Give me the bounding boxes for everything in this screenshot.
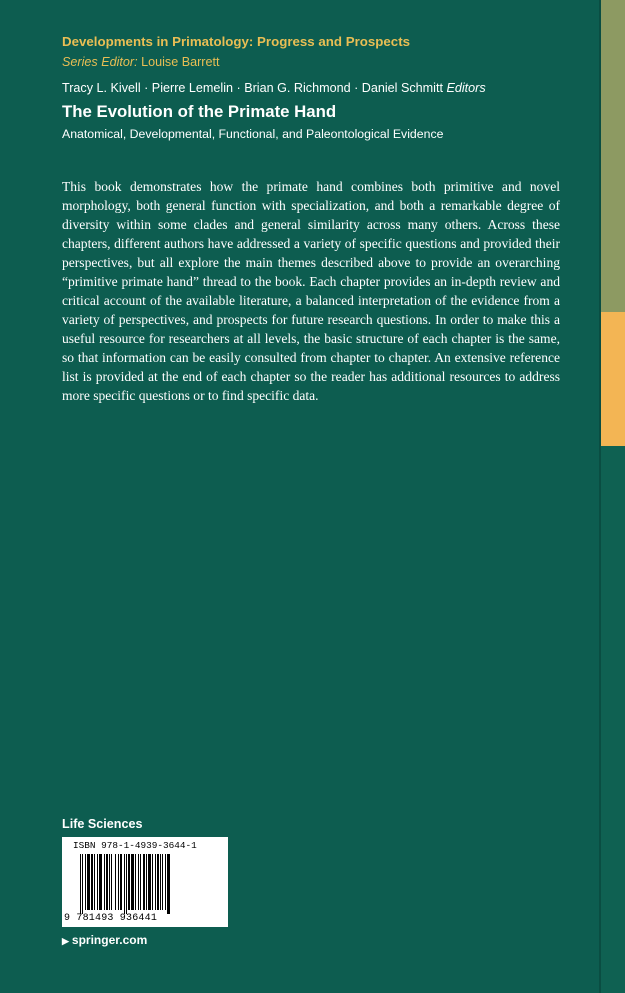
barcode-bar [167, 854, 170, 914]
barcode-bars [80, 854, 208, 914]
book-subtitle: Anatomical, Developmental, Functional, and Paleontological Evidence [62, 127, 444, 141]
barcode-bar [104, 854, 105, 910]
barcode-bar [135, 854, 136, 910]
barcode-bar [80, 854, 81, 914]
series-editor [62, 55, 220, 69]
color-band-teal [601, 446, 625, 993]
barcode-bar [118, 854, 119, 910]
barcode-bar [148, 854, 151, 910]
barcode-bar [91, 854, 93, 910]
barcode-bar [111, 854, 112, 910]
barcode-bar [165, 854, 166, 910]
website-url[interactable]: springer.com [71, 933, 148, 947]
triangle-arrow-icon: ▶ [62, 936, 69, 946]
color-band-orange [601, 312, 625, 446]
barcode-bar [106, 854, 108, 910]
editors-names: Tracy L. Kivell · Pierre Lemelin · Brian G. Richmond · Daniel Schmitt [62, 81, 443, 95]
book-title: The Evolution of the Primate Hand [62, 102, 337, 121]
barcode-bar [124, 854, 125, 914]
barcode-bar [99, 854, 102, 910]
barcode-bar [85, 854, 86, 910]
barcode-bar [157, 854, 159, 910]
book-editors [62, 81, 486, 95]
barcode-bar [162, 854, 163, 910]
book-description: This book demonstrates how the primate hand combines both primitive and novel morphology, both general function with specialization, and both a remarkable degree of diversity within some clades and general similarity across many others. Across these chapters, different authors have addressed a variety of specific questions and provided their perspectives, but all explore the main themes described above to provide an overarching “primitive primate hand” thread to the book. Each chapter provides an in-depth review and critical account of the available literature, a balanced interpretation of the evidence from a variety of perspectives, and prospects for future research questions. In order to make this a useful resource for researchers at all levels, the basic structure of each chapter is the same, so that information can be easily consulted from chapter to chapter. An extensive reference list is provided at the end of each chapter so the reader has additional resources to address more specific questions or to find specific data. [62, 179, 560, 403]
subject-category: Life Sciences [62, 817, 143, 831]
barcode-bar [82, 854, 83, 914]
barcode-bar [128, 854, 130, 910]
barcode-bar [115, 854, 116, 910]
barcode-bar [152, 854, 153, 910]
barcode-bar [87, 854, 90, 910]
barcode-bar [109, 854, 110, 910]
color-band-olive [601, 0, 625, 312]
barcode-bar [120, 854, 122, 910]
barcode-bar [160, 854, 161, 910]
barcode-bar [126, 854, 127, 914]
barcode-bar [97, 854, 98, 910]
isbn-label: ISBN 978-1-4939-3644-1 [73, 840, 197, 851]
barcode-bar [94, 854, 95, 910]
editors-role: Editors [446, 81, 486, 95]
barcode-bar [131, 854, 134, 910]
barcode-bar [140, 854, 141, 910]
barcode-digits: 9 781493 936441 [64, 913, 158, 924]
series-title: Developments in Primatology: Progress and Prospects [62, 34, 411, 49]
publisher-website[interactable] [62, 933, 147, 947]
barcode-bar [143, 854, 145, 910]
barcode-bar [138, 854, 139, 910]
series-editor-name: Louise Barrett [141, 55, 220, 69]
barcode-bar [155, 854, 156, 910]
barcode-bar [146, 854, 147, 910]
isbn-barcode [62, 837, 228, 927]
series-editor-label: Series Editor: [62, 55, 138, 69]
